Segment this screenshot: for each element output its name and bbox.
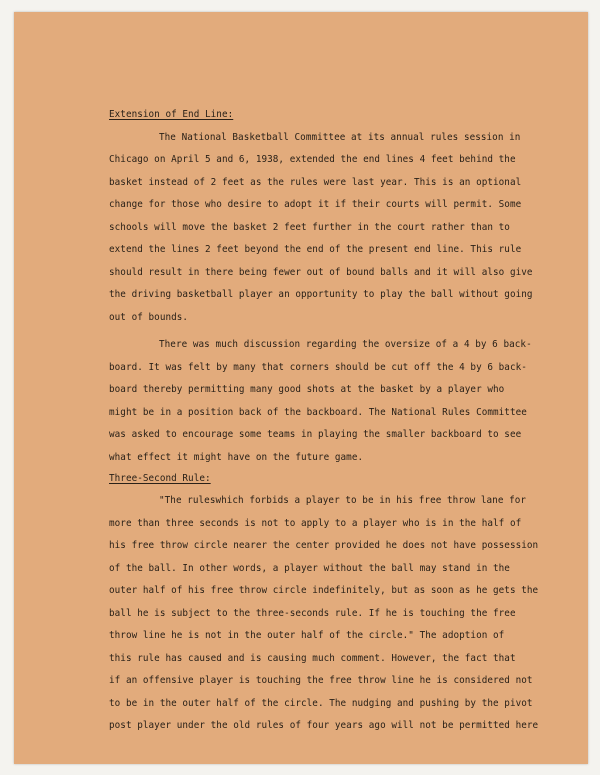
paragraph-backboard: [109, 334, 539, 469]
section-heading: Extension of End Line:: [109, 109, 234, 120]
text-line: more than three seconds is not to apply to a player who is in the half of: [109, 517, 522, 529]
text-line: Chicago on April 5 and 6, 1938, extended the end lines 4 feet behind the: [109, 154, 516, 165]
text-line: should result in there being fewer out of bound balls and it will also give: [109, 266, 533, 278]
text-line: ball he is subject to the three-seconds rule. If he is touching the free: [109, 607, 516, 619]
text-line: the driving basketball player an opportunity to play the ball without going: [109, 289, 533, 300]
text-line: his free throw circle nearer the center provided he does not have possession: [109, 540, 539, 551]
section-extension-of-end-line: [109, 104, 539, 329]
text-line: "The ruleswhich forbids a player to be in his free throw lane for: [159, 495, 527, 506]
text-line: if an offensive player is touching the free throw line he is considered not: [109, 675, 533, 686]
text-line: might be in a position back of the backboard. The National Rules Committee: [109, 406, 527, 418]
text-line: of the ball. In other words, a player without the ball may stand in the: [109, 562, 510, 574]
text-line: schools will move the basket 2 feet further in the court rather than to: [109, 221, 510, 233]
text-line: change for those who desire to adopt it if their courts will permit. Some: [109, 199, 522, 210]
paragraph-three-second: [109, 490, 539, 738]
text-line: was asked to encourage some teams in playing the smaller backboard to see: [109, 429, 522, 440]
paper-sheet: [14, 12, 588, 764]
section-heading: Three-Second Rule:: [109, 473, 211, 484]
text-line: what effect it might have on the future game.: [109, 451, 364, 463]
text-line: The National Basketball Committee at its annual rules session in: [159, 131, 521, 143]
text-line: extend the lines 2 feet beyond the end of the present end line. This rule: [109, 244, 522, 255]
text-line: basket instead of 2 feet as the rules were last year. This is an optional: [109, 176, 522, 188]
text-line: to be in the outer half of the circle. The nudging and pushing by the pivot: [109, 697, 533, 709]
text-line: this rule has caused and is causing much comment. However, the fact that: [109, 652, 516, 664]
text-line: There was much discussion regarding the oversize of a 4 by 6 back-: [159, 339, 532, 350]
text-line: outer half of his free throw circle indefinitely, but as soon as he gets the: [109, 585, 539, 596]
text-line: out of bounds.: [109, 311, 189, 323]
text-line: board. It was felt by many that corners should be cut off the 4 by 6 back-: [109, 361, 527, 373]
text-line: board thereby permitting many good shots at the basket by a player who: [109, 384, 505, 395]
text-line: throw line he is not in the outer half of the circle." The adoption of: [109, 630, 505, 641]
section-three-second-rule: [109, 468, 539, 491]
text-line: post player under the old rules of four years ago will not be permitted here: [109, 720, 539, 731]
